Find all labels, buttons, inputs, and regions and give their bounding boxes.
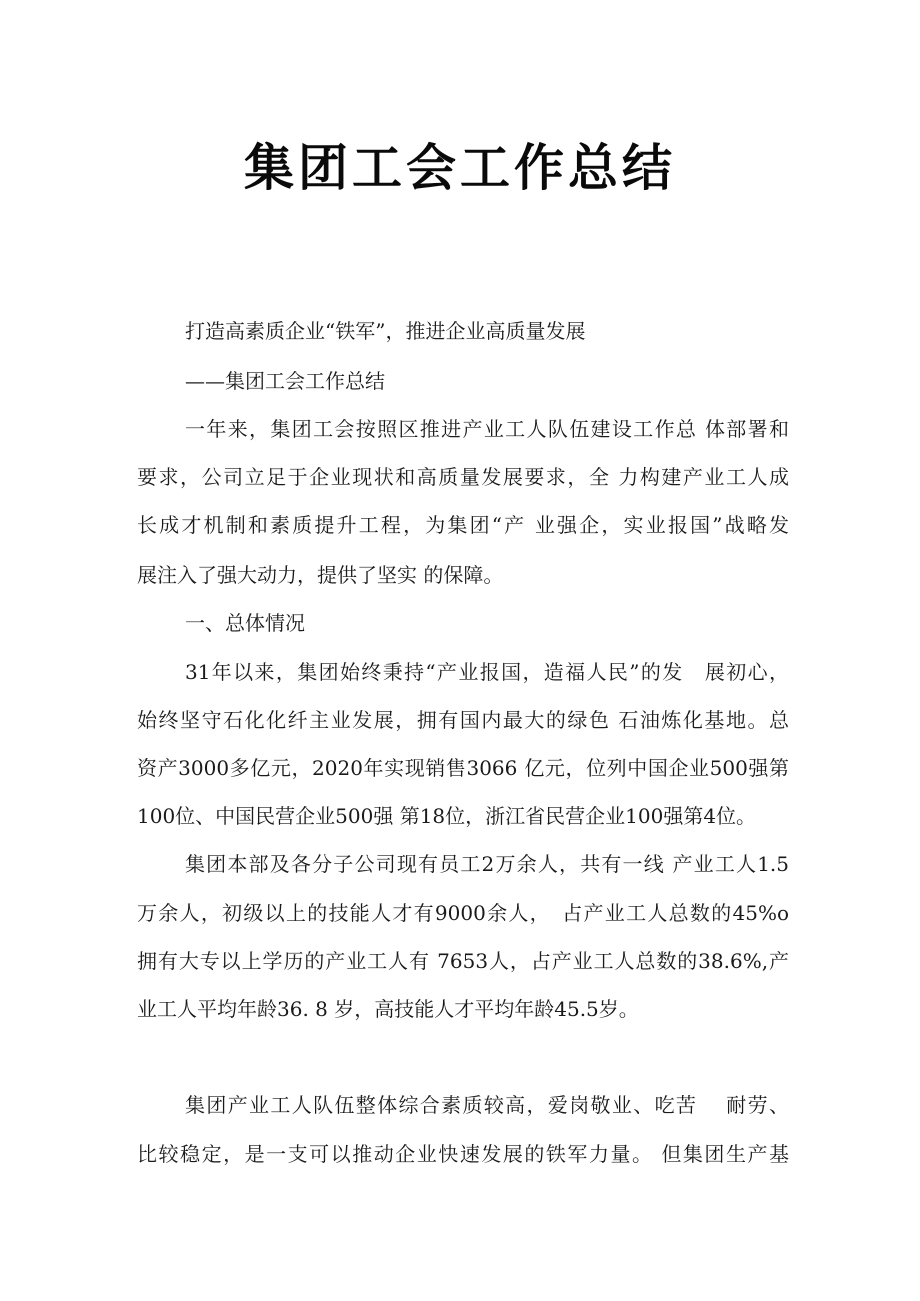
subtitle: 打造高素质企业“铁军”，推进企业高质量发展: [185, 319, 586, 343]
paragraph-line: 集团产业工人队伍整体综合素质较高，爱岗敬业、吃苦 耐劳、: [185, 1093, 789, 1117]
paragraph-line: 一年来，集团工会按照区推进产业工人队伍建设工作总 体部署和: [185, 417, 789, 441]
paragraph-line: 始终坚守石化化纤主业发展，拥有国内最大的绿色 石油炼化基地。总: [137, 708, 789, 732]
paragraph-line: 资产3000多亿元，2020年实现销售3066 亿元，位列中国企业500强第: [137, 756, 789, 780]
paragraph-line: 业工人平均年龄36. 8 岁，高技能人才平均年龄45.5岁。: [137, 997, 639, 1021]
page-title: 集团工会工作总结: [244, 139, 676, 197]
byline: ——集团工会工作总结: [185, 369, 385, 393]
paragraph-line: 31年以来，集团始终秉持“产业报国，造福人民”的发 展初心，: [185, 660, 789, 684]
paragraph-line: 万余人，初级以上的技能人才有9000余人， 占产业工人总数的45%o: [137, 901, 789, 925]
section-heading: 一、总体情况: [185, 611, 305, 635]
paragraph-line: 展注入了强大动力，提供了坚实 的保障。: [137, 563, 504, 587]
paragraph-line: 拥有大专以上学历的产业工人有 7653人，占产业工人总数的38.6%,产: [137, 949, 789, 973]
paragraph-line: 比较稳定，是一支可以推动企业快速发展的铁军力量。 但集团生产基: [137, 1142, 789, 1166]
paragraph-line: 100位、中国民营企业500强 第18位，浙江省民营企业100强第4位。: [137, 804, 757, 828]
paragraph-line: 长成才机制和素质提升工程，为集团“产 业强企，实业报国”战略发: [137, 513, 789, 537]
paragraph-line: 要求，公司立足于企业现状和高质量发展要求，全 力构建产业工人成: [137, 465, 789, 489]
paragraph-line: 集团本部及各分子公司现有员工2万余人，共有一线 产业工人1.5: [185, 852, 789, 876]
